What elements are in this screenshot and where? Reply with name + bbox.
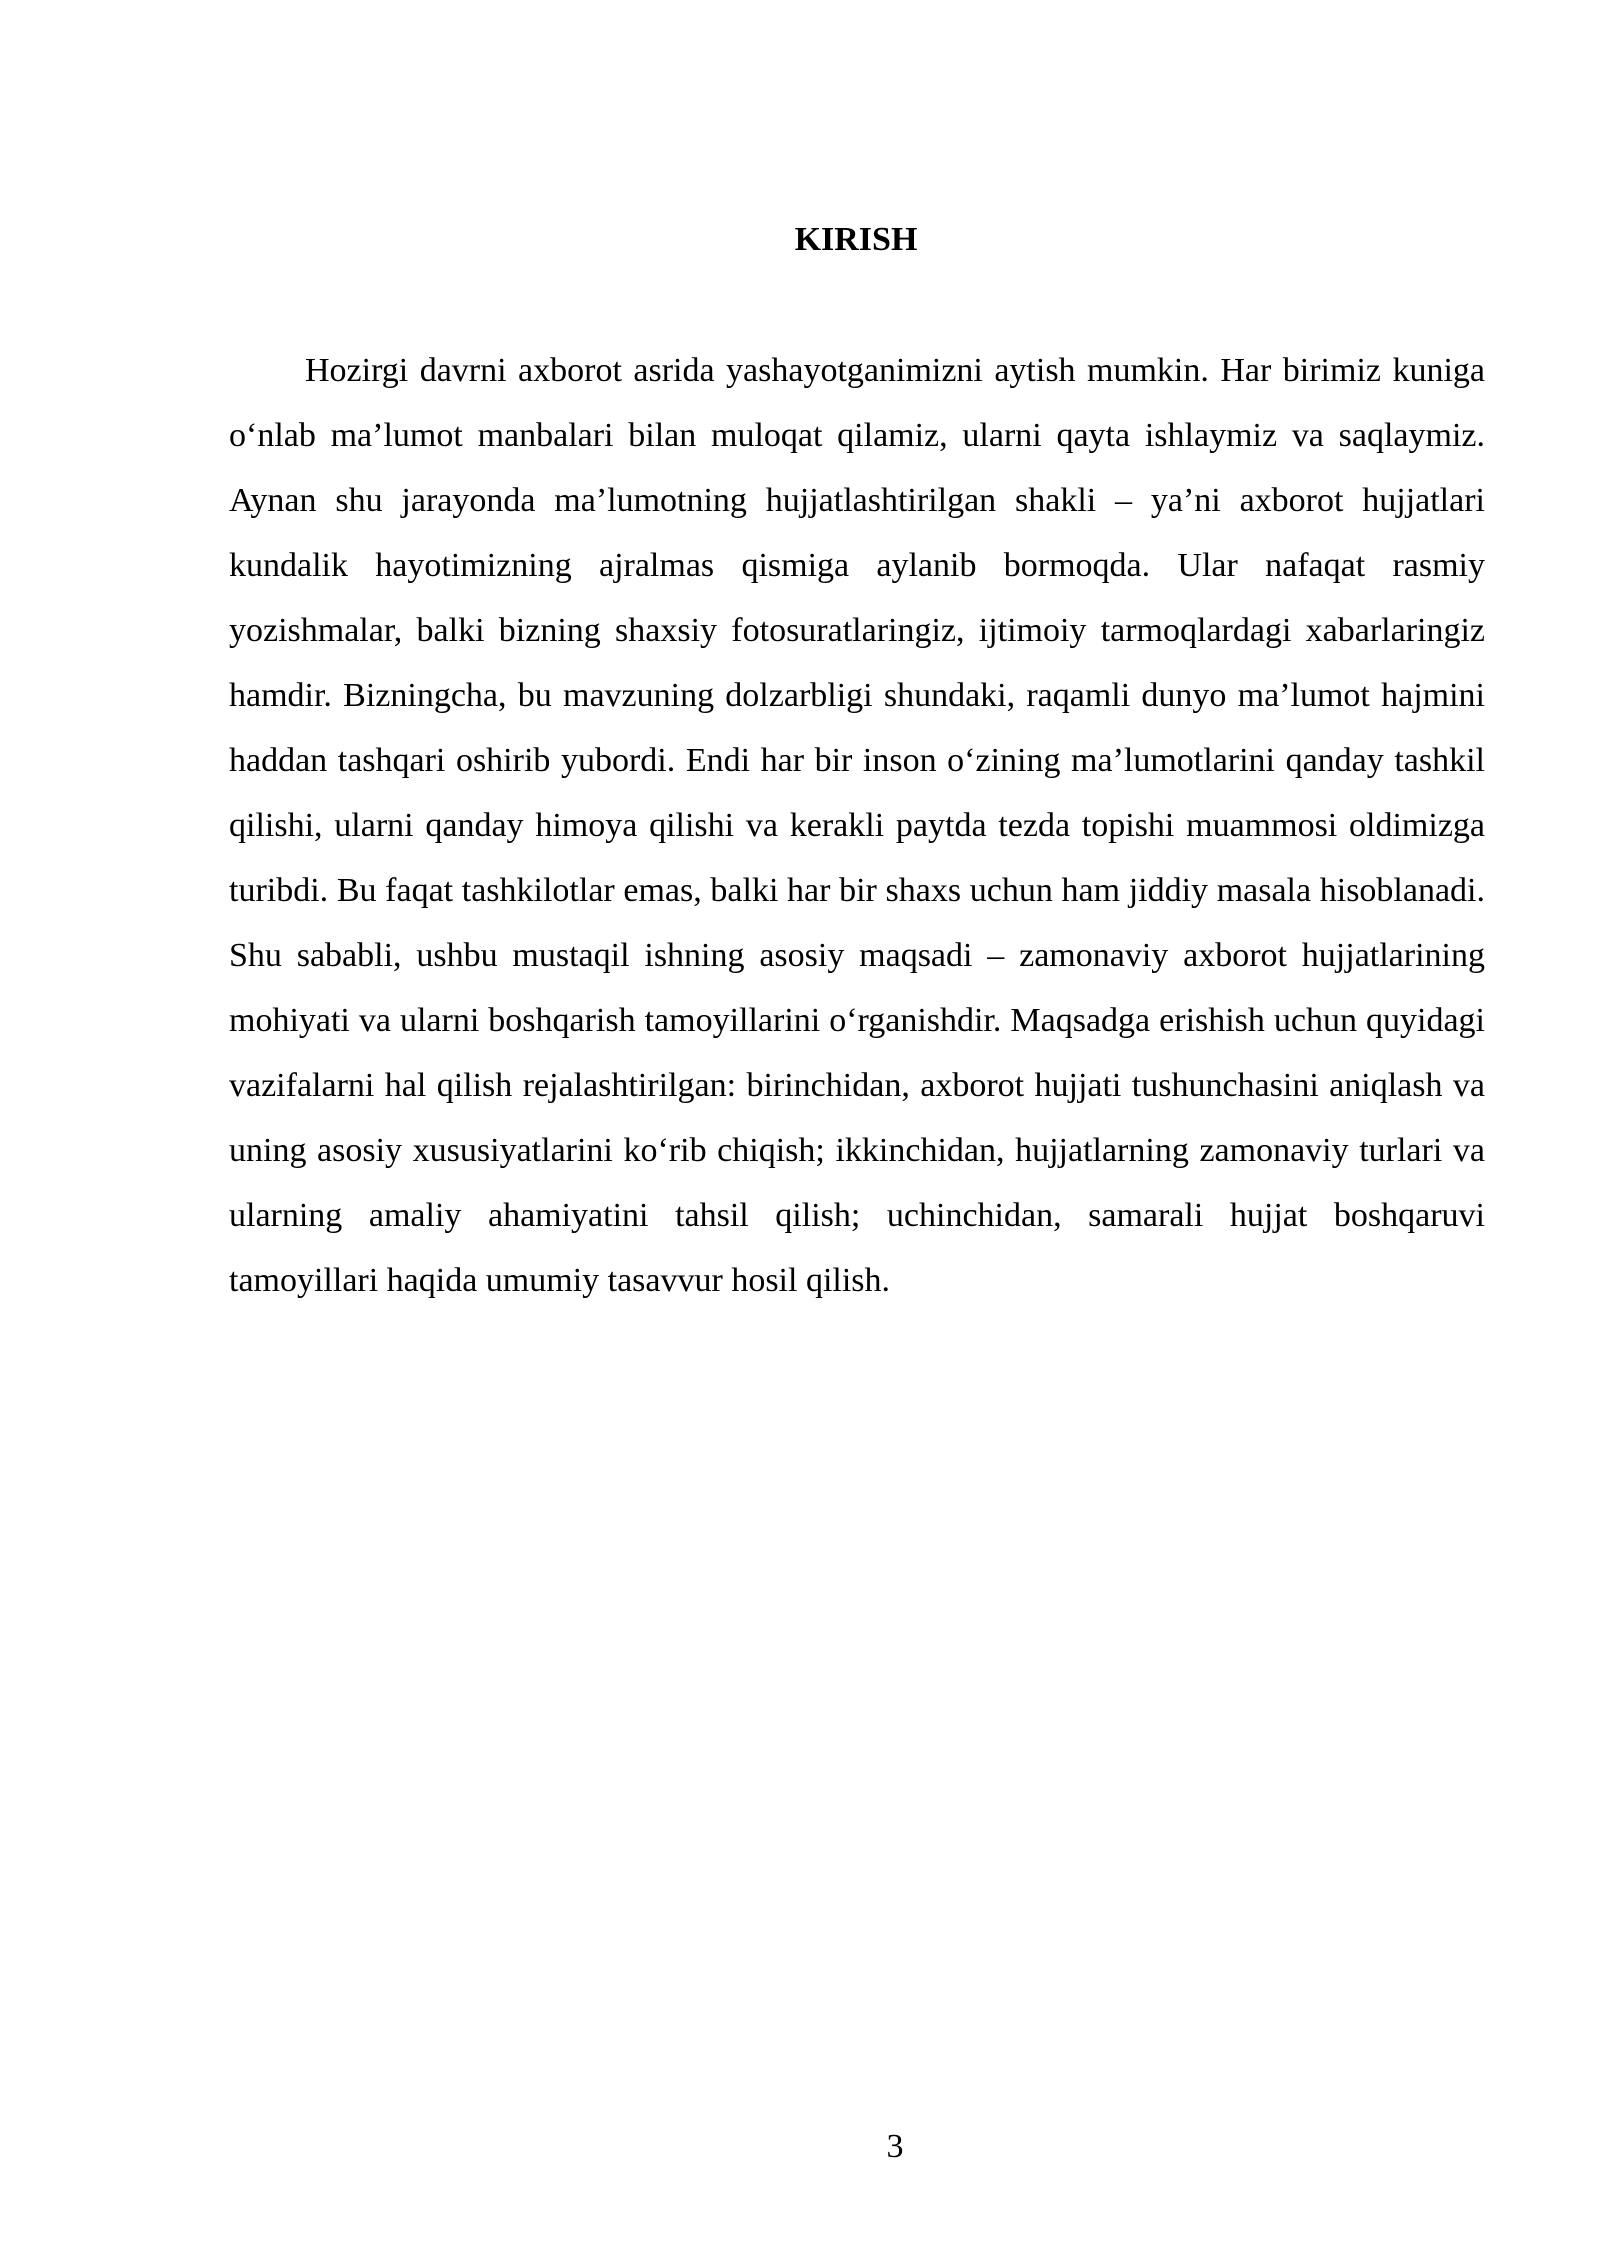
body-paragraph: Hozirgi davrni axborot asrida yashayotganimizni aytish mumkin. Har birimiz kuniga o‘nlab ma’lumot manbalari bilan muloqat qilamiz, ularni qayta ishlaymiz va saqlaymiz. Aynan shu jarayonda ma’lumotning hujjatlashtirilgan shakli – ya’ni axborot hujjatlari kundalik hayotimizning ajralmas qismiga aylanib bormoqda. Ular nafaqat rasmiy yozishmalar, balki bizning shaxsiy fotosuratlaringiz, ijtimoiy tarmoqlardagi xabarlaringiz hamdir. Bizningcha, bu mavzuning dolzarbligi shundaki, raqamli dunyo ma’lumot hajmini haddan tashqari oshirib yubordi. Endi har bir inson o‘zining ma’lumotlarini qanday tashkil qilishi, ularni qanday himoya qilishi va kerakli paytda tezda topishi muammosi oldimizga turibdi. Bu faqat tashkilotlar emas, balki har bir shaxs uchun ham jiddiy masala hisoblanadi. Shu sababli, ushbu mustaqil ishning asosiy maqsadi – zamonaviy axborot hujjatlarining mohiyati va ularni boshqarish tamoyillarini o‘rganishdir. Maqsadga erishish uchun quyidagi vazifalarni hal qilish rejalashtirilgan: birinchidan, axborot hujjati tushunchasini aniqlash va uning asosiy xususiyatlarini ko‘rib chiqish; ikkinchidan, hujjatlarning zamonaviy turlari va ularning amaliy ahamiyatini tahsil qilish; uchinchidan, samarali hujjat boshqaruvi tamoyillari haqida umumiy tasavvur hosil qilish. [229,352,1485,1299]
page-title: KIRISH [794,221,918,258]
page-number: 3 [886,2128,904,2165]
